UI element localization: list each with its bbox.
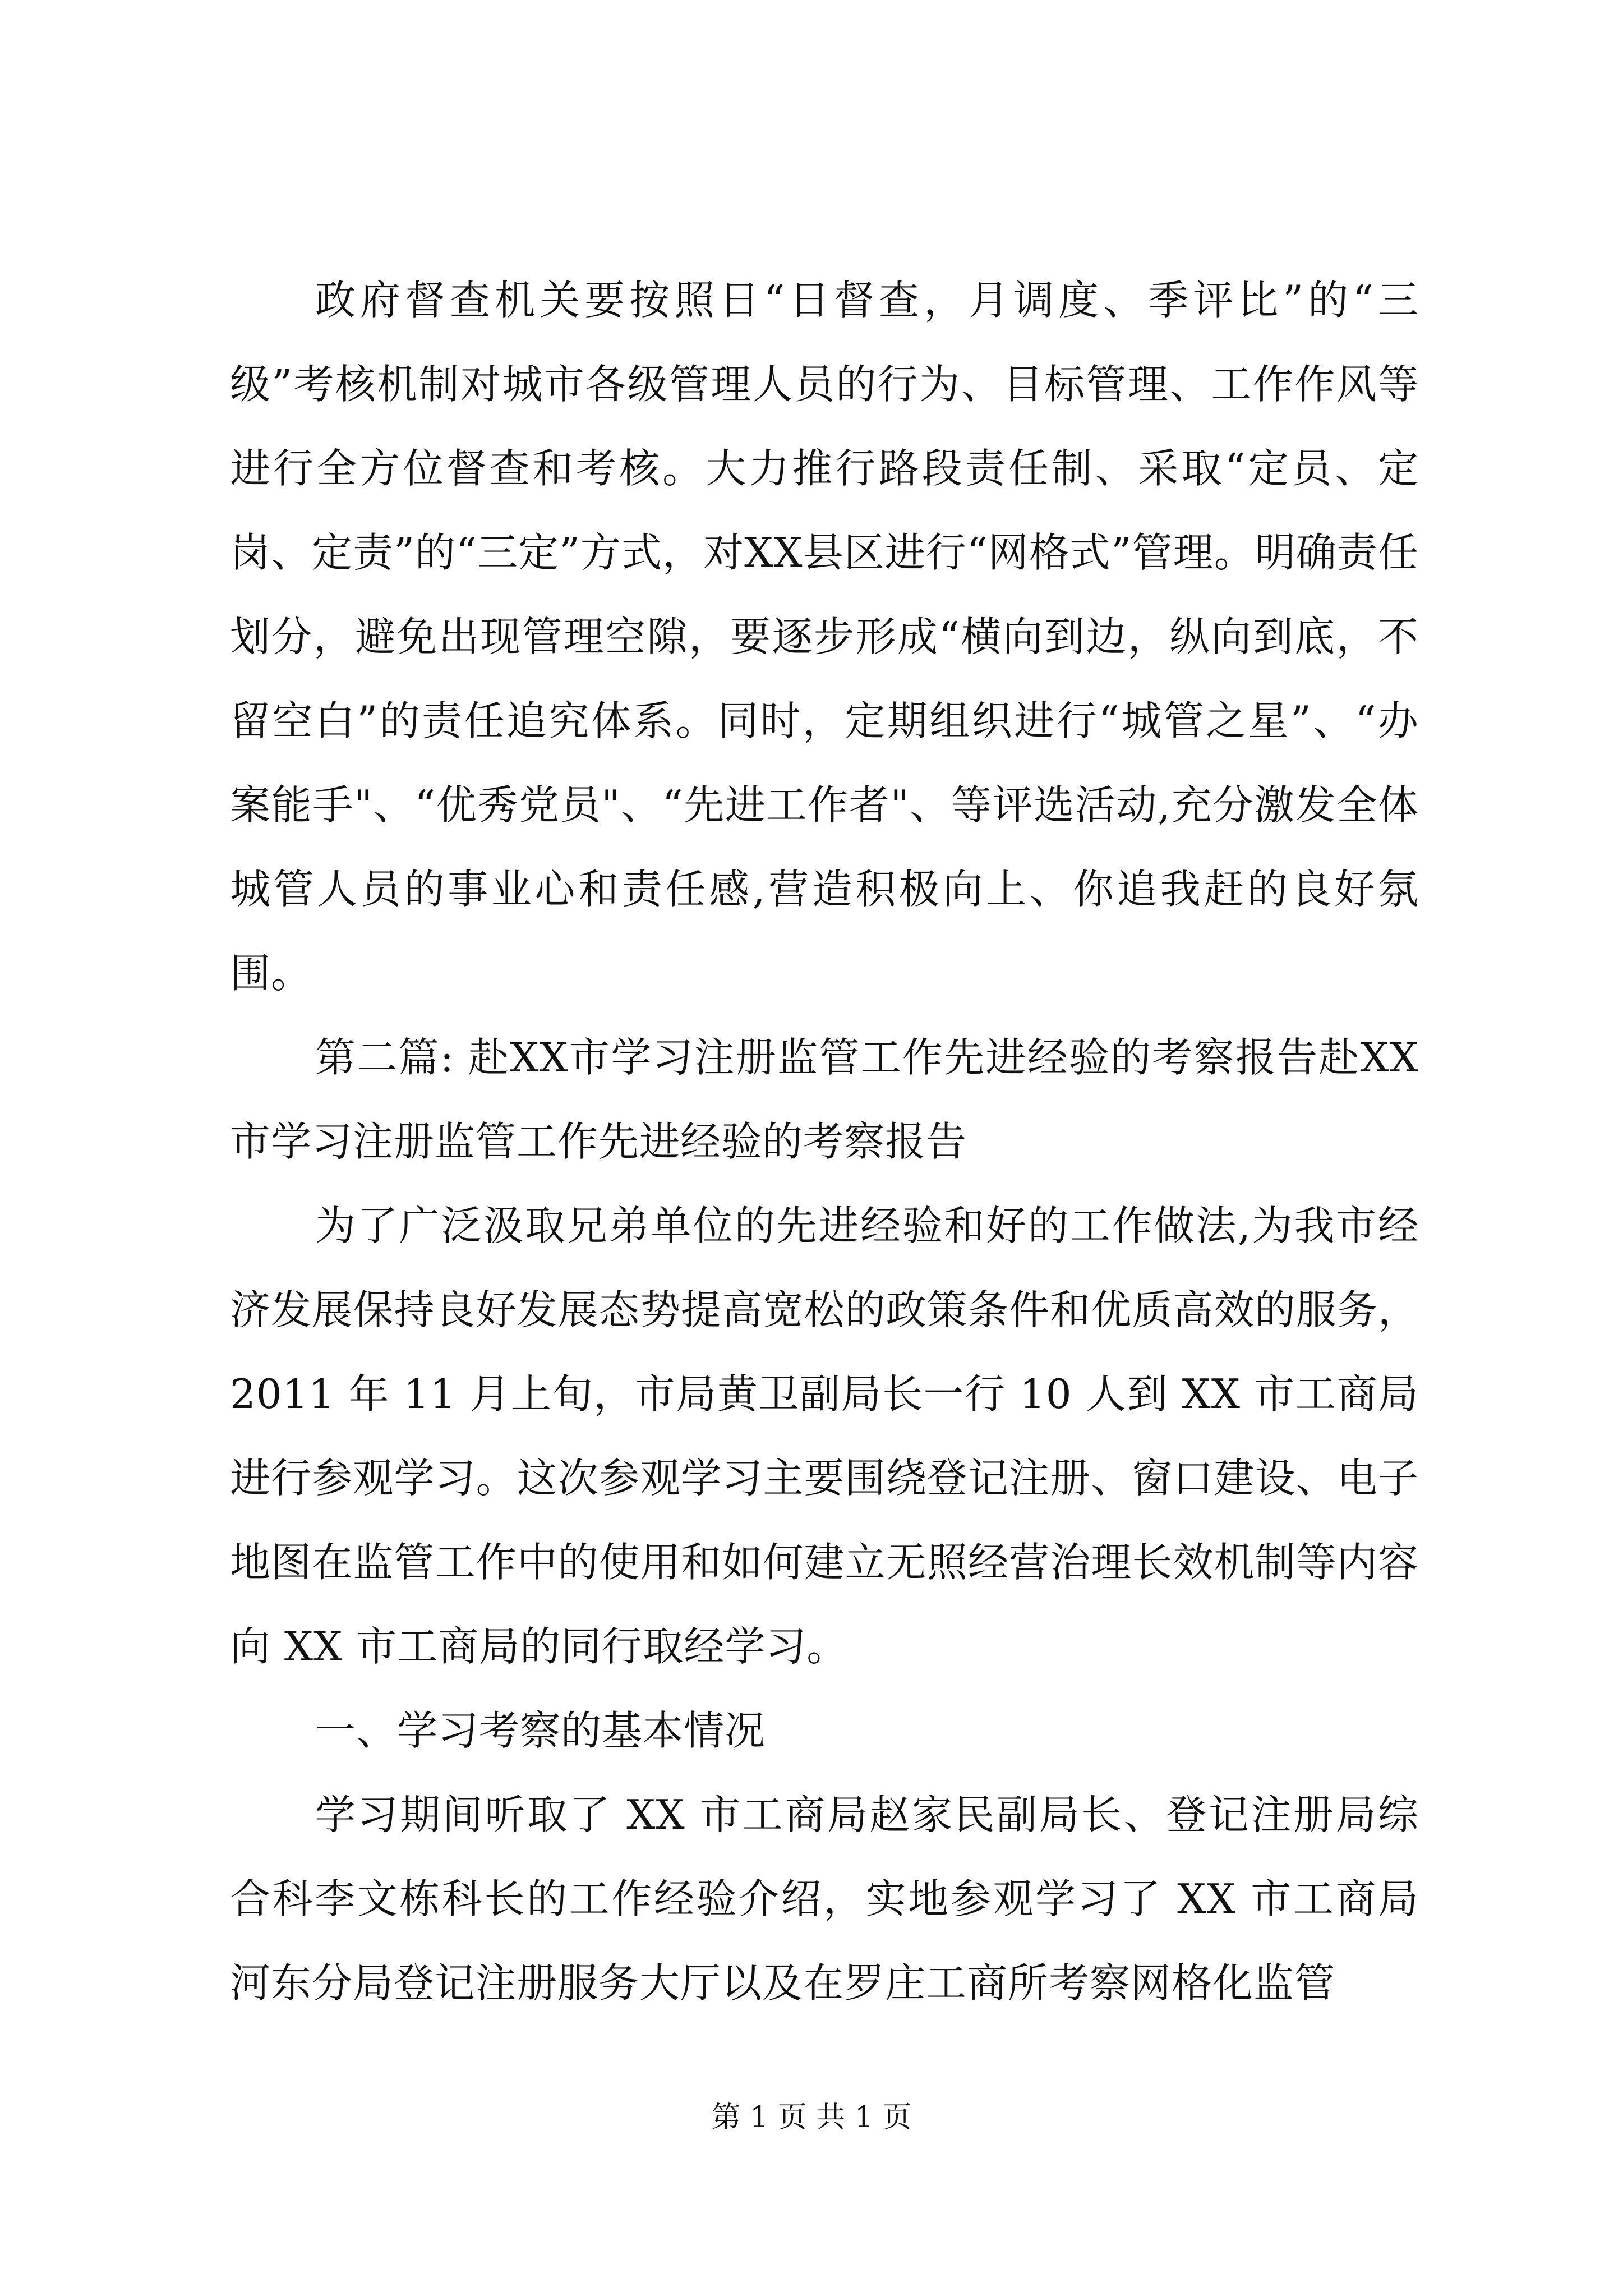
paragraph-study-period: 学习期间听取了 XX 市工商局赵家民副局长、登记注册局综合科李文栋科长的工作经验介绍，实地参观学习了 XX 市工商局河东分局登记注册服务大厅以及在罗庄工商所考察网格化监管 [230, 1791, 1419, 2007]
paragraph-supervision: 政府督查机关要按照日“日督查，月调度、季评比”的“三级”考核机制对城市各级管理人员的行为、目标管理、工作作风等进行全方位督查和考核。大力推行路段责任制、采取“定员、定岗、定责”的“三定”方式，对XX县区进行“网格式”管理。明确责任划分，避免出现管理空隙，要逐步形成“横向到边，纵向到底，不留空白”的责任追究体系。同时，定期组织进行“城管之星”、“办案能手"、“优秀党员"、“先进工作者"、等评选活动,充分激发全体城管人员的事业心和责任感,营造积极向上、你追我赶的良好氛围。 [230, 277, 1419, 997]
paragraph-study-visit: 为了广泛汲取兄弟单位的先进经验和好的工作做法,为我市经济发展保持良好发展态势提高宽松的政策条件和优质高效的服务，2011 年 11 月上旬，市局黄卫副局长一行 10 人到 XX 市工商局进行参观学习。这次参观学习主要围绕登记注册、窗口建设、电子地图在监管工作中的使用和如何建立无照经营治理长效机制等内容向 XX 市工商局的同行取经学习。 [230, 1202, 1419, 1670]
document-body [230, 258, 1419, 2025]
paragraph-second-article-title: 第二篇: 赴XX市学习注册监管工作先进经验的考察报告赴XX市学习注册监管工作先进经验的考察报告 [230, 1034, 1419, 1165]
page-footer: 第 1 页 共 1 页 [711, 2101, 912, 2134]
section-heading-basic-situation: 一、学习考察的基本情况 [315, 1707, 766, 1754]
